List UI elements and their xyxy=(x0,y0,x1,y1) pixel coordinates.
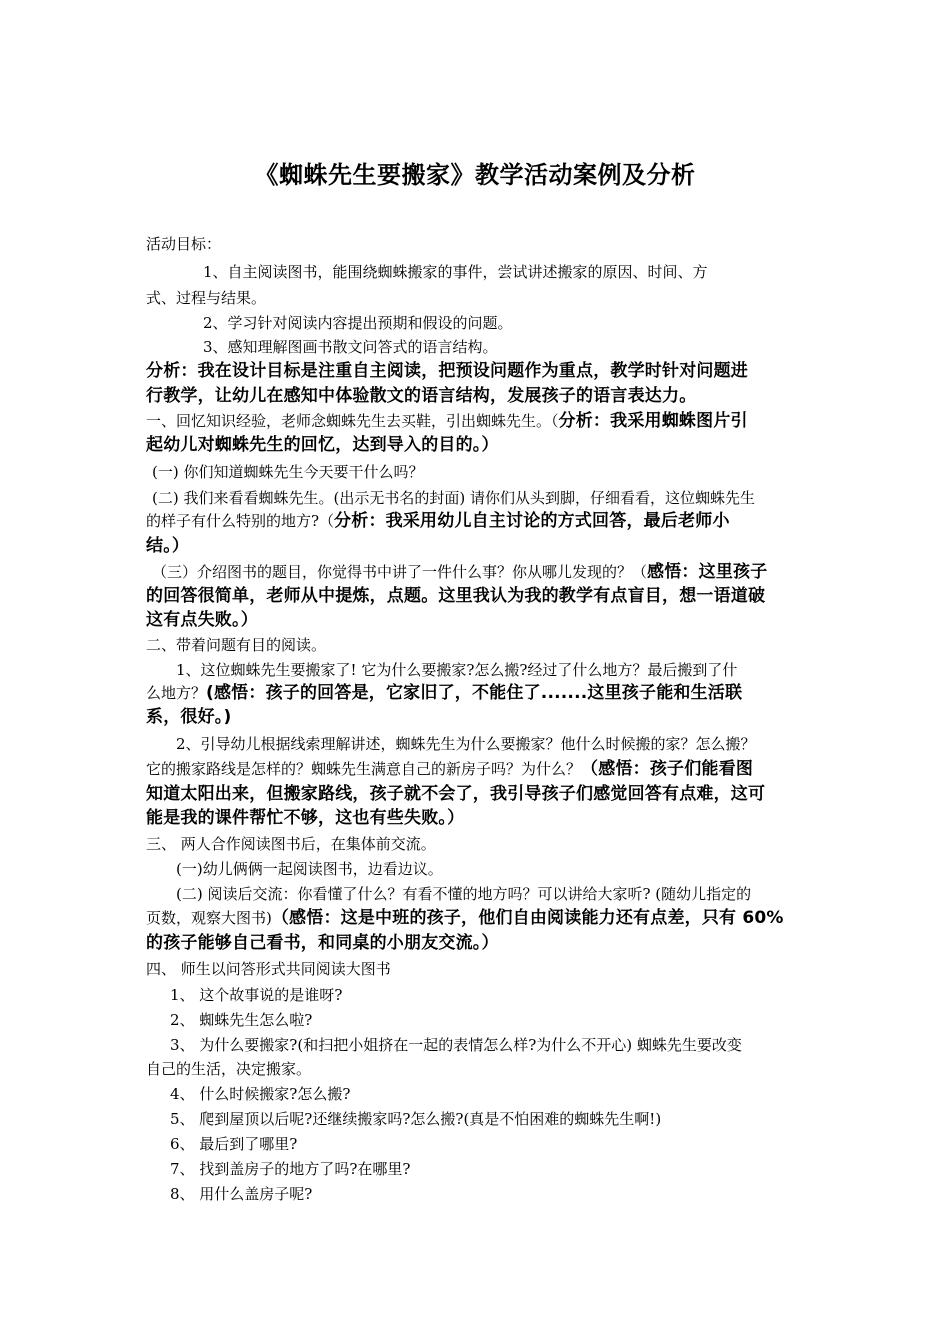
text-line: 1、自主阅读图书，能围绕蜘蛛搬家的事件，尝试讲述搬家的原因、时间、方 xyxy=(203,263,708,281)
analysis-line: 起幼儿对蜘蛛先生的回忆，达到导入的目的。） xyxy=(146,435,499,455)
section-heading: 二、带着问题有目的阅读。 xyxy=(146,636,327,654)
section-heading: 四、 师生以问答形式共同阅读大图书 xyxy=(146,960,391,978)
question-item: 6、 最后到了哪里? xyxy=(170,1135,298,1153)
question-item: 7、 找到盖房子的地方了吗?在哪里? xyxy=(170,1160,411,1178)
question-item: 3、 为什么要搬家?(和扫把小姐挤在一起的表情怎么样?为什么不开心) 蜘蛛先生要改变 xyxy=(170,1036,742,1054)
question-item: 5、 爬到屋顶以后呢?还继续搬家吗?怎么搬?(真是不怕困难的蜘蛛先生啊!) xyxy=(170,1110,662,1128)
text-line: 页数，观察大图书)（感悟：这是中班的孩子，他们自由阅读能力还有点差，只有 60% xyxy=(146,908,784,928)
text-line: 自己的生活，决定搬家。 xyxy=(146,1060,312,1078)
analysis-line: 行教学，让幼儿在感知中体验散文的语言结构，发展孩子的语言表达力。 xyxy=(146,386,697,406)
reflection-line: 的孩子能够自己看书，和同桌的小朋友交流。） xyxy=(146,933,499,953)
text-line: 活动目标： xyxy=(146,235,222,253)
reflection-line: 能是我的课件帮忙不够，这也有些失败。） xyxy=(146,808,465,828)
text-line: 式、过程与结果。 xyxy=(146,289,267,307)
document-title: 《蜘蛛先生要搬家》教学活动案例及分析 xyxy=(254,161,696,189)
question-item: 4、 什么时候搬家?怎么搬? xyxy=(170,1085,351,1103)
text-line: 2、引导幼儿根据线索理解讲述，蜘蛛先生为什么要搬家？他什么时候搬的家？怎么搬？ xyxy=(176,735,756,753)
text-line: (一) 你们知道蜘蛛先生今天要干什么吗？ xyxy=(152,463,424,481)
text-line: (二) 阅读后交流：你看懂了什么？有看不懂的地方吗？可以讲给大家听? (随幼儿指定的 xyxy=(176,885,752,903)
text-line: 1、这位蜘蛛先生要搬家了! 它为什么要搬家?怎么搬?经过了什么地方？最后搬到了什 xyxy=(176,661,738,679)
reflection-line: 系，很好。) xyxy=(146,707,232,727)
text-line: 的样子有什么特别的地方?（分析：我采用幼儿自主讨论的方式回答，最后老师小 xyxy=(146,511,730,531)
reflection-line: 的回答很简单，老师从中提炼，点题。这里我认为我的教学有点盲目，想一语道破 xyxy=(146,586,766,606)
reflection-line: 知道太阳出来，但搬家路线，孩子就不会了，我引导孩子们感觉回答有点难，这可 xyxy=(146,784,766,804)
analysis-line: 分析：我在设计目标是注重自主阅读，把预设问题作为重点，教学时针对问题进 xyxy=(146,361,748,381)
analysis-line: 结。） xyxy=(146,536,190,556)
text-line: 么地方？(感悟：孩子的回答是，它家旧了，不能住了.......这里孩子能和生活联 xyxy=(146,683,743,703)
question-item: 2、 蜘蛛先生怎么啦? xyxy=(170,1011,313,1029)
text-line: (二) 我们来看看蜘蛛先生。(出示无书名的封面) 请你们从头到脚，仔细看看，这位蜘蛛先生 xyxy=(152,489,755,507)
text-line: 2、学习针对阅读内容提出预期和假设的问题。 xyxy=(203,314,513,332)
question-item: 8、 用什么盖房子呢? xyxy=(170,1185,313,1203)
text-line: 一、回忆知识经验，老师念蜘蛛先生去买鞋，引出蜘蛛先生。（分析：我采用蜘蛛图片引 xyxy=(146,411,748,431)
reflection-line: 这有点失败。） xyxy=(146,610,258,630)
text-line: (一)幼儿俩俩一起阅读图书，边看边议。 xyxy=(176,860,443,878)
text-line: 它的搬家路线是怎样的？蜘蛛先生满意自己的新房子吗？为什么？（感悟：孩子们能看图 xyxy=(146,759,754,779)
question-item: 1、 这个故事说的是谁呀? xyxy=(170,986,343,1004)
text-line: 3、感知理解图画书散文问答式的语言结构。 xyxy=(203,338,498,356)
section-heading: 三、 两人合作阅读图书后，在集体前交流。 xyxy=(146,835,436,853)
text-line: （三）介绍图书的题目，你觉得书中讲了一件什么事？你从哪儿发现的？（感悟：这里孩子 xyxy=(152,562,768,582)
